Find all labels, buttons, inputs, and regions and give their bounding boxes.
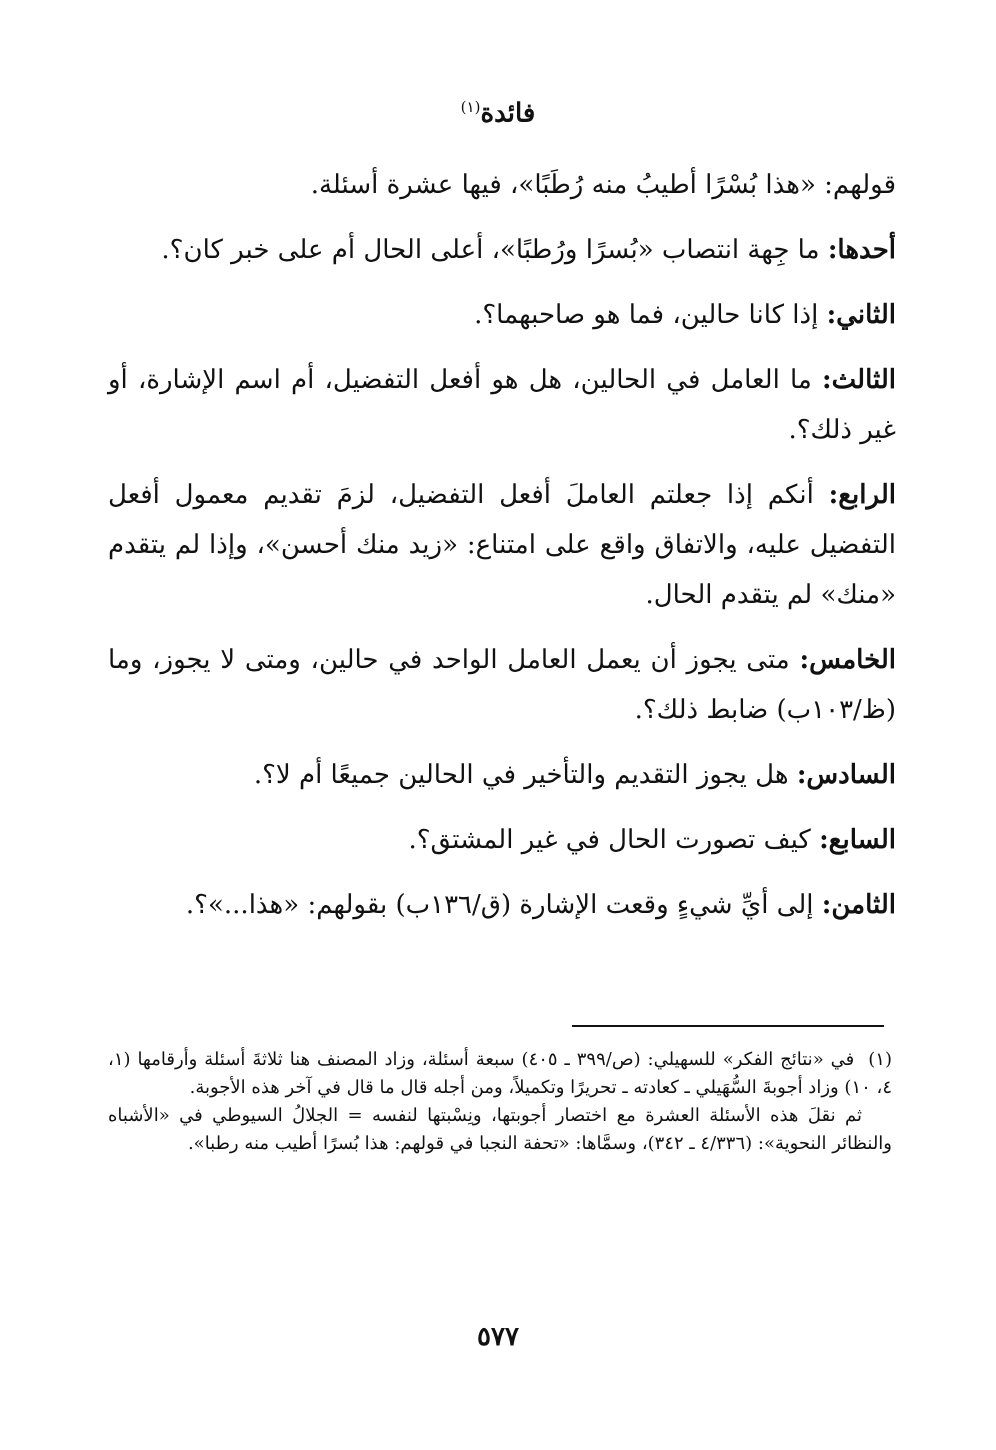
question-label: الثالث: bbox=[822, 365, 897, 395]
footnote-1 bbox=[108, 1046, 892, 1102]
question-label: الثاني: bbox=[826, 300, 896, 330]
footnotes bbox=[108, 1046, 892, 1158]
page-title bbox=[0, 98, 996, 129]
question-6 bbox=[108, 750, 896, 800]
page-number: ٥٧٧ bbox=[477, 1322, 519, 1352]
question-text: متى يجوز أن يعمل العامل الواحد في حالين، ومتى لا يجوز، وما (ظ/١٠٣ب) ضابط ذلك؟. bbox=[108, 645, 896, 725]
title-footnote-ref: (١) bbox=[460, 98, 481, 116]
question-5 bbox=[108, 635, 896, 735]
footnote-marker: (١) bbox=[868, 1049, 892, 1070]
question-text: إلى أيِّ شيءٍ وقعت الإشارة (ق/١٣٦ب) بقولهم: «هذا...»؟. bbox=[185, 890, 814, 920]
footnote-1-continuation: ثم نقلَ هذه الأسئلة العشرة مع اختصار أجوبتها، ونِسْبتها لنفسه = الجلالُ السيوطي في «الأشباه والنظائر النحوية»: (٤/٣٣٦ ـ ٣٤٢)، وسمَّاها: «تحفة النجبا في قولهم: هذا بُسرًا أطيب منه رطبا». bbox=[108, 1105, 892, 1154]
title-text: فائدة bbox=[480, 98, 536, 129]
question-label: الثامن: bbox=[821, 890, 896, 920]
question-text: ما جِهة انتصاب «بُسرًا ورُطبًا»، أعلى الحال أم على خبر كان؟. bbox=[161, 235, 820, 265]
question-label: السادس: bbox=[796, 760, 896, 790]
question-1 bbox=[108, 225, 896, 275]
question-text: ما العامل في الحالين، هل هو أفعل التفضيل، أم اسم الإشارة، أو غير ذلك؟. bbox=[108, 365, 896, 445]
question-label: الخامس: bbox=[799, 645, 896, 675]
question-text: أنكم إذا جعلتم العاملَ أفعل التفضيل، لزمَ تقديم معمول أفعل التفضيل عليه، والاتفاق واقع على امتناع: «زيد منك أحسن»، وإذا لم يتقدم «منك» لم يتقدم الحال. bbox=[108, 480, 896, 610]
question-text: إذا كانا حالين، فما هو صاحبهما؟. bbox=[474, 300, 819, 330]
question-3 bbox=[108, 355, 896, 455]
footnote-text: في «نتائج الفكر» للسهيلي: (ص/٣٩٩ ـ ٤٠٥) سبعة أسئلة، وزاد المصنف هنا ثلاثةَ أسئلة وأرقامها (١، ٤، ١٠) وزاد أجوبةَ السُّهَيلي ـ كعادته ـ تحريرًا وتكميلاً، ومن أجله قال ما قال في آخر هذه الأجوبة. bbox=[108, 1049, 892, 1098]
main-text bbox=[108, 160, 896, 945]
question-2 bbox=[108, 290, 896, 340]
question-label: السابع: bbox=[819, 825, 896, 855]
question-label: أحدها: bbox=[827, 235, 896, 265]
question-text: كيف تصورت الحال في غير المشتق؟. bbox=[408, 825, 811, 855]
question-text: هل يجوز التقديم والتأخير في الحالين جميعًا أم لا؟. bbox=[253, 760, 789, 790]
question-7 bbox=[108, 815, 896, 865]
question-label: الرابع: bbox=[828, 480, 896, 510]
footnote-divider bbox=[572, 1025, 884, 1027]
intro-paragraph: قولهم: «هذا بُسْرًا أطيبُ منه رُطَبًا»، فيها عشرة أسئلة. bbox=[310, 170, 896, 200]
question-4 bbox=[108, 470, 896, 620]
question-8 bbox=[108, 880, 896, 930]
